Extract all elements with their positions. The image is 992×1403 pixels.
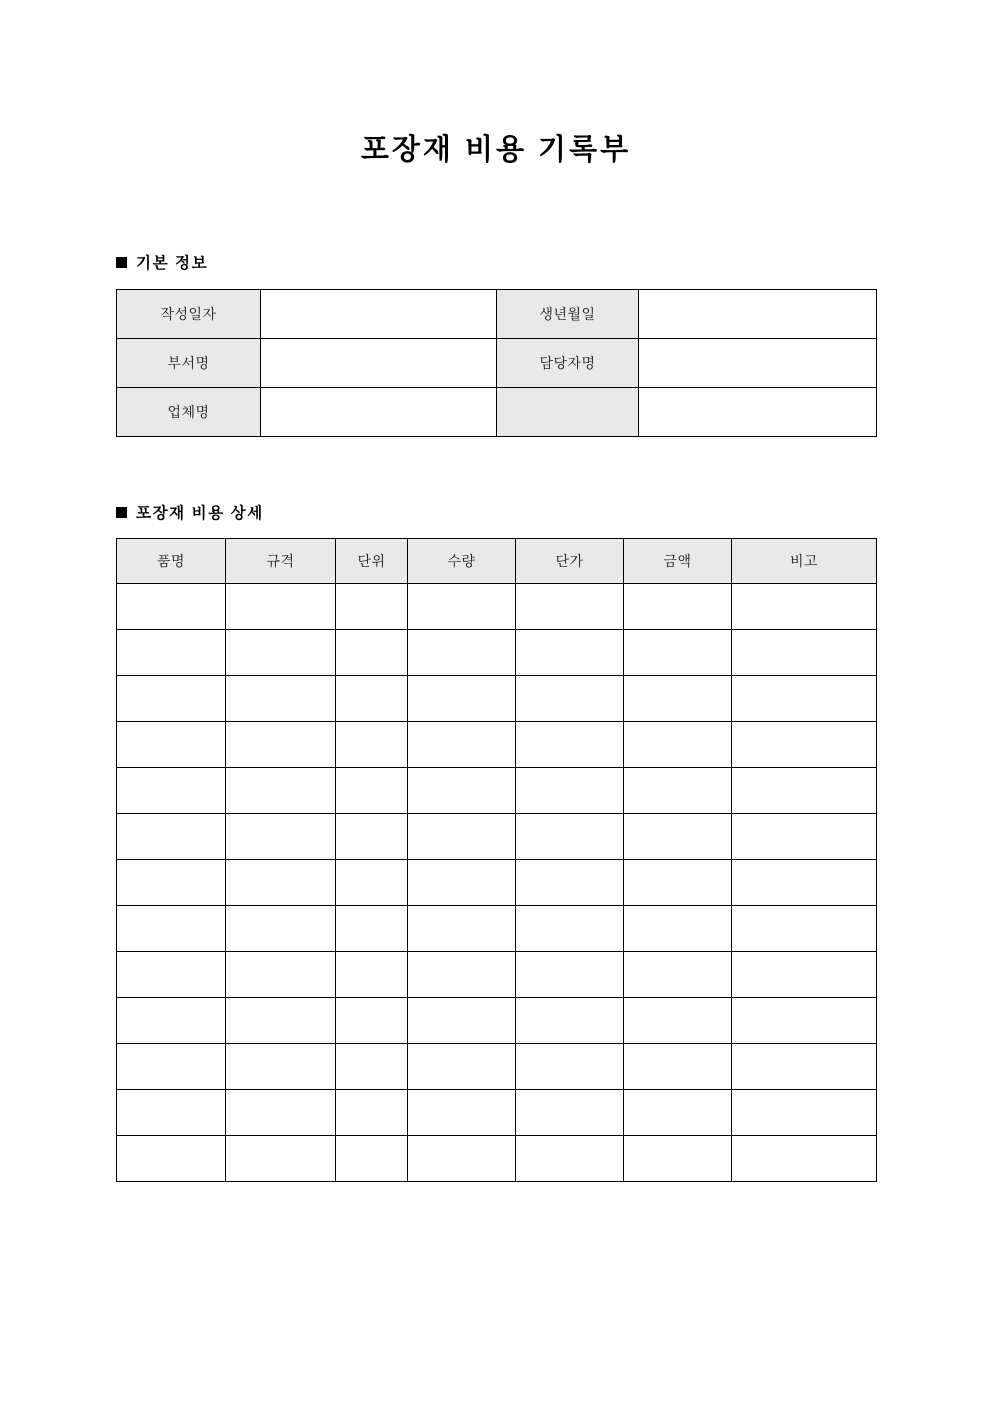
cell-unit-price[interactable]: [516, 906, 624, 952]
cell-quantity[interactable]: [408, 768, 516, 814]
table-row: [117, 339, 877, 388]
cell-quantity[interactable]: [408, 722, 516, 768]
field-value-birth-date[interactable]: [639, 290, 877, 339]
cell-amount[interactable]: [624, 722, 732, 768]
cell-unit[interactable]: [336, 768, 408, 814]
cell-item-name[interactable]: [117, 952, 226, 998]
field-label-company-name: 업체명: [117, 388, 261, 437]
cell-quantity[interactable]: [408, 630, 516, 676]
cell-item-name[interactable]: [117, 906, 226, 952]
cell-item-name[interactable]: [117, 1044, 226, 1090]
cell-specification[interactable]: [226, 906, 336, 952]
cell-unit[interactable]: [336, 1136, 408, 1182]
basic-info-table: [116, 289, 877, 437]
table-row: [117, 860, 877, 906]
cell-quantity[interactable]: [408, 1044, 516, 1090]
field-value-empty[interactable]: [639, 388, 877, 437]
section-heading-basic-info-label: 기본 정보: [136, 255, 209, 272]
cell-item-name[interactable]: [117, 584, 226, 630]
field-label-birth-date: 생년월일: [497, 290, 639, 339]
cost-detail-table: [116, 538, 877, 1182]
cell-specification[interactable]: [226, 860, 336, 906]
cell-unit-price[interactable]: [516, 860, 624, 906]
field-label-person-in-charge: 담당자명: [497, 339, 639, 388]
cell-quantity[interactable]: [408, 814, 516, 860]
cell-amount[interactable]: [624, 860, 732, 906]
cell-remarks[interactable]: [732, 676, 877, 722]
table-row: [117, 998, 877, 1044]
cell-unit[interactable]: [336, 722, 408, 768]
table-row: [117, 722, 877, 768]
table-row: [117, 630, 877, 676]
cell-unit[interactable]: [336, 630, 408, 676]
cell-remarks[interactable]: [732, 630, 877, 676]
table-row: [117, 906, 877, 952]
cell-quantity[interactable]: [408, 952, 516, 998]
cell-remarks[interactable]: [732, 952, 877, 998]
cell-unit-price[interactable]: [516, 768, 624, 814]
cell-specification[interactable]: [226, 814, 336, 860]
section-heading-cost-detail: [116, 501, 264, 523]
cell-item-name[interactable]: [117, 860, 226, 906]
cell-item-name[interactable]: [117, 814, 226, 860]
cell-unit[interactable]: [336, 814, 408, 860]
column-header-quantity: 수량: [408, 539, 516, 584]
table-row: [117, 1090, 877, 1136]
cell-amount[interactable]: [624, 998, 732, 1044]
column-header-remarks: 비고: [732, 539, 877, 584]
cell-remarks[interactable]: [732, 860, 877, 906]
column-header-unit-price: 단가: [516, 539, 624, 584]
cell-remarks[interactable]: [732, 722, 877, 768]
field-value-company-name[interactable]: [261, 388, 497, 437]
cell-unit[interactable]: [336, 906, 408, 952]
field-value-person-in-charge[interactable]: [639, 339, 877, 388]
cell-unit[interactable]: [336, 952, 408, 998]
cell-specification[interactable]: [226, 630, 336, 676]
cell-amount[interactable]: [624, 814, 732, 860]
cell-remarks[interactable]: [732, 814, 877, 860]
section-heading-cost-detail-label: 포장재 비용 상세: [136, 505, 264, 522]
cell-amount[interactable]: [624, 1090, 732, 1136]
cell-amount[interactable]: [624, 630, 732, 676]
cell-remarks[interactable]: [732, 998, 877, 1044]
table-row: [117, 1136, 877, 1182]
table-row: [117, 584, 877, 630]
cell-quantity[interactable]: [408, 998, 516, 1044]
cell-unit-price[interactable]: [516, 814, 624, 860]
cell-item-name[interactable]: [117, 998, 226, 1044]
table-row: [117, 952, 877, 998]
cell-unit[interactable]: [336, 584, 408, 630]
cell-specification[interactable]: [226, 1044, 336, 1090]
cell-unit[interactable]: [336, 1090, 408, 1136]
filled-square-bullet-icon: [116, 507, 127, 518]
cell-remarks[interactable]: [732, 584, 877, 630]
table-row: [117, 290, 877, 339]
column-header-specification: 규격: [226, 539, 336, 584]
cell-unit-price[interactable]: [516, 630, 624, 676]
cell-unit[interactable]: [336, 1044, 408, 1090]
cell-specification[interactable]: [226, 1136, 336, 1182]
field-label-empty: [497, 388, 639, 437]
cell-quantity[interactable]: [408, 1090, 516, 1136]
field-label-department: 부서명: [117, 339, 261, 388]
cell-item-name[interactable]: [117, 676, 226, 722]
cell-unit-price[interactable]: [516, 584, 624, 630]
cell-remarks[interactable]: [732, 906, 877, 952]
cell-specification[interactable]: [226, 584, 336, 630]
cell-amount[interactable]: [624, 676, 732, 722]
table-row: [117, 814, 877, 860]
column-header-unit: 단위: [336, 539, 408, 584]
cell-amount[interactable]: [624, 768, 732, 814]
cell-amount[interactable]: [624, 1044, 732, 1090]
table-row: [117, 768, 877, 814]
cell-item-name[interactable]: [117, 630, 226, 676]
cell-remarks[interactable]: [732, 1136, 877, 1182]
cell-item-name[interactable]: [117, 722, 226, 768]
cell-unit-price[interactable]: [516, 998, 624, 1044]
field-label-creation-date: 작성일자: [117, 290, 261, 339]
section-heading-basic-info: [116, 251, 208, 273]
filled-square-bullet-icon: [116, 257, 127, 268]
column-header-item-name: 품명: [117, 539, 226, 584]
cell-unit-price[interactable]: [516, 1136, 624, 1182]
cell-unit[interactable]: [336, 676, 408, 722]
cell-quantity[interactable]: [408, 1136, 516, 1182]
cell-amount[interactable]: [624, 584, 732, 630]
cell-specification[interactable]: [226, 952, 336, 998]
cell-unit[interactable]: [336, 860, 408, 906]
cell-specification[interactable]: [226, 768, 336, 814]
cell-remarks[interactable]: [732, 1044, 877, 1090]
cell-specification[interactable]: [226, 998, 336, 1044]
cell-quantity[interactable]: [408, 860, 516, 906]
cell-unit-price[interactable]: [516, 676, 624, 722]
cell-item-name[interactable]: [117, 1090, 226, 1136]
cell-quantity[interactable]: [408, 584, 516, 630]
field-value-creation-date[interactable]: [261, 290, 497, 339]
cell-amount[interactable]: [624, 952, 732, 998]
field-value-department[interactable]: [261, 339, 497, 388]
page-title: 포장재 비용 기록부: [360, 134, 632, 166]
cell-specification[interactable]: [226, 676, 336, 722]
cell-unit-price[interactable]: [516, 1044, 624, 1090]
table-header-row: [117, 539, 877, 584]
cell-item-name[interactable]: [117, 1136, 226, 1182]
column-header-amount: 금액: [624, 539, 732, 584]
table-row: [117, 388, 877, 437]
cell-unit[interactable]: [336, 998, 408, 1044]
cell-remarks[interactable]: [732, 768, 877, 814]
table-row: [117, 676, 877, 722]
cell-item-name[interactable]: [117, 768, 226, 814]
table-row: [117, 1044, 877, 1090]
cell-specification[interactable]: [226, 1090, 336, 1136]
cell-quantity[interactable]: [408, 676, 516, 722]
cell-unit-price[interactable]: [516, 952, 624, 998]
cell-amount[interactable]: [624, 1136, 732, 1182]
cell-specification[interactable]: [226, 722, 336, 768]
cell-quantity[interactable]: [408, 906, 516, 952]
cell-unit-price[interactable]: [516, 1090, 624, 1136]
cell-unit-price[interactable]: [516, 722, 624, 768]
cell-amount[interactable]: [624, 906, 732, 952]
cell-remarks[interactable]: [732, 1090, 877, 1136]
